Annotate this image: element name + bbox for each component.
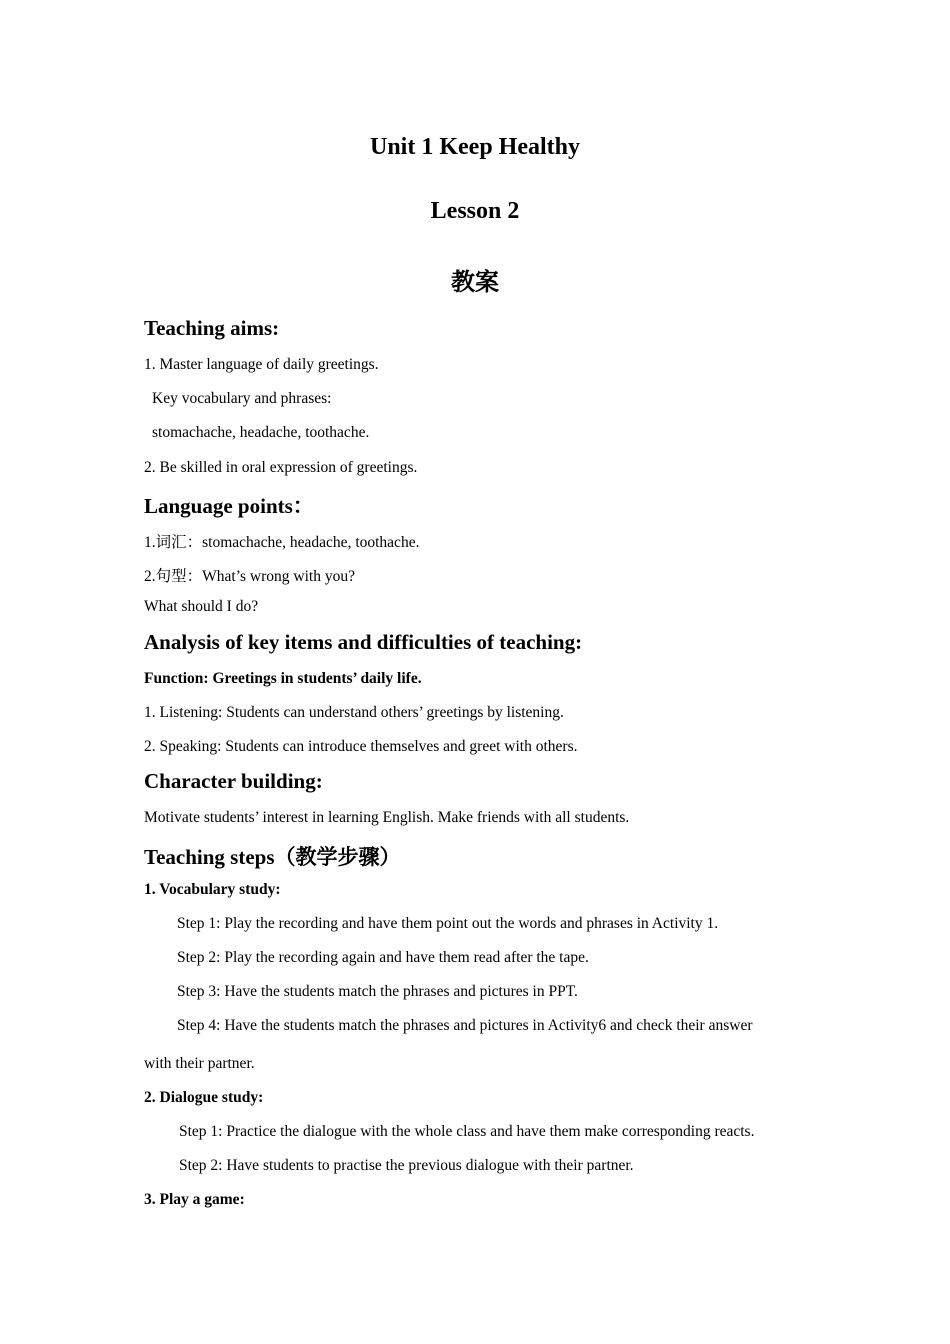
vocabulary-step-4: Step 4: Have the students match the phrases and pictures in Activity6 and check their answer (177, 1017, 753, 1034)
analysis-heading: Analysis of key items and difficulties of teaching: (144, 630, 583, 654)
language-point-1: 1.词汇：stomachache, headache, toothache. (144, 534, 420, 551)
vocabulary-study-heading: 1. Vocabulary study: (144, 881, 281, 898)
language-point-2-continued: What should I do? (144, 598, 259, 615)
dialogue-study-heading: 2. Dialogue study: (144, 1089, 264, 1106)
language-points-heading: Language points： (144, 494, 314, 518)
lesson-plan-title: 教案 (451, 268, 499, 296)
analysis-item-1: 1. Listening: Students can understand others’ greetings by listening. (144, 704, 564, 721)
play-a-game-heading: 3. Play a game: (144, 1191, 245, 1208)
analysis-function: Function: Greetings in students’ daily life. (144, 670, 422, 687)
unit-title: Unit 1 Keep Healthy (370, 134, 580, 160)
key-vocabulary-label: Key vocabulary and phrases: (152, 390, 332, 407)
vocabulary-step-2: Step 2: Play the recording again and have them read after the tape. (177, 949, 589, 966)
aim-item-2: 2. Be skilled in oral expression of greetings. (144, 459, 418, 476)
teaching-aims-heading: Teaching aims: (144, 316, 280, 340)
character-building-heading: Character building: (144, 769, 323, 793)
key-vocabulary-words: stomachache, headache, toothache. (152, 424, 370, 441)
teaching-steps-heading: Teaching steps（教学步骤） (144, 845, 401, 869)
analysis-item-2: 2. Speaking: Students can introduce themselves and greet with others. (144, 738, 578, 755)
vocabulary-step-4-continued: with their partner. (144, 1055, 255, 1072)
lesson-title: Lesson 2 (430, 198, 520, 224)
dialogue-step-2: Step 2: Have students to practise the previous dialogue with their partner. (179, 1157, 634, 1174)
dialogue-step-1: Step 1: Practice the dialogue with the whole class and have them make corresponding reacts. (179, 1123, 755, 1140)
aim-item-1: 1. Master language of daily greetings. (144, 356, 379, 373)
language-point-2: 2.句型：What’s wrong with you? (144, 568, 355, 585)
vocabulary-step-1: Step 1: Play the recording and have them point out the words and phrases in Activity 1. (177, 915, 719, 932)
vocabulary-step-3: Step 3: Have the students match the phrases and pictures in PPT. (177, 983, 578, 1000)
character-building-text: Motivate students’ interest in learning English. Make friends with all students. (144, 809, 630, 826)
